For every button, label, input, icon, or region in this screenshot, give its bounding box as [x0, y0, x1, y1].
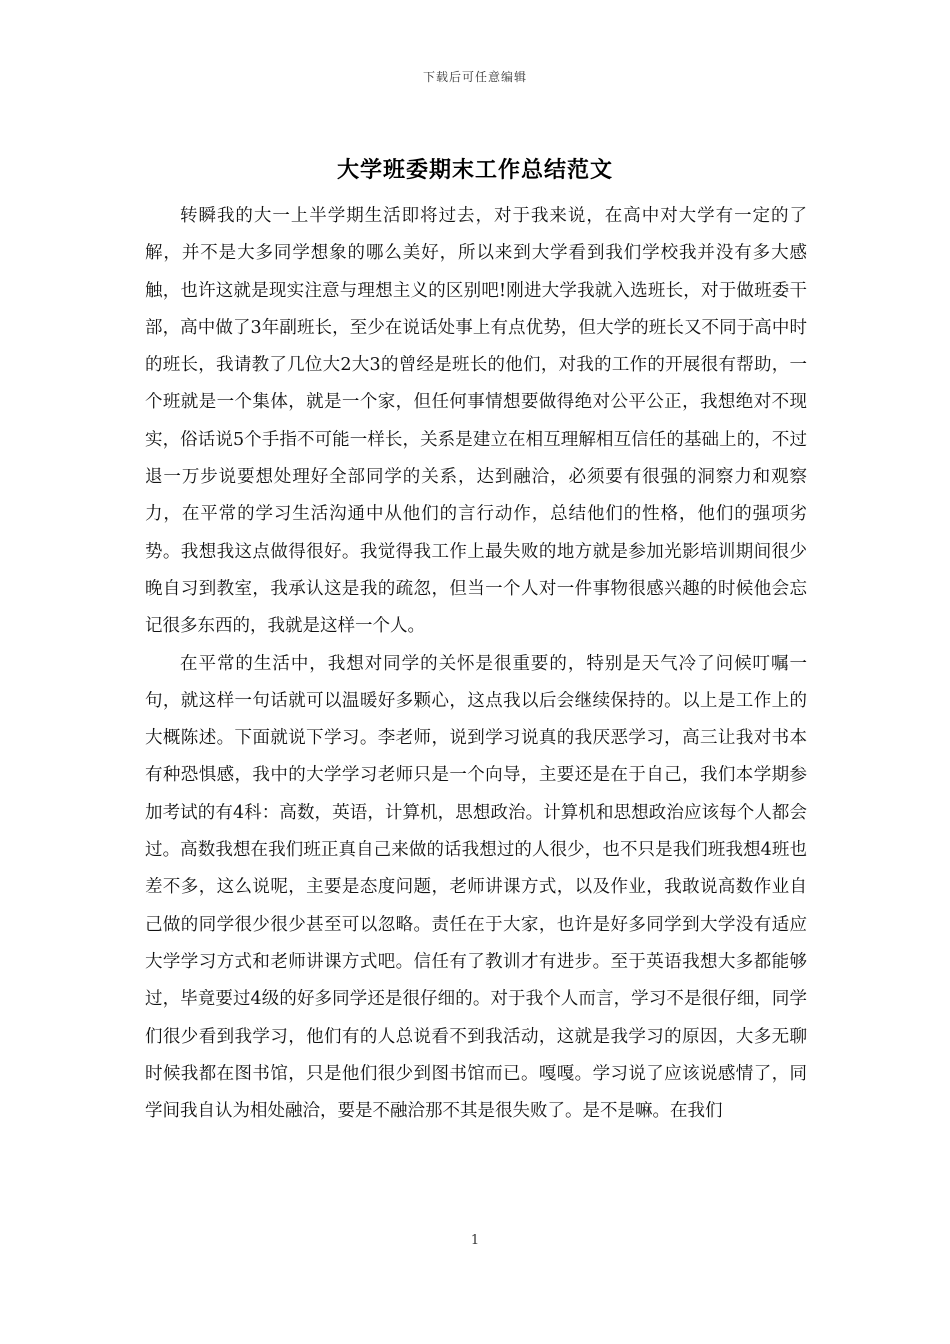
document-title: 大学班委期末工作总结范文 — [336, 157, 613, 183]
page-number: 1 — [470, 1233, 480, 1248]
header-note: 下载后可任意编辑 — [422, 70, 527, 84]
document-body — [145, 198, 807, 1130]
paragraph: 转瞬我的大一上半学期生活即将过去，对于我来说，在高中对大学有一定的了解，并不是大多同学想象的哪么美好，所以来到大学看到我们学校我并没有多大感触，也许这就是现实注意与理想主义的区别吧!刚进大学我就入选班长，对于做班委干部，高中做了3年副班长，至少在说话处事上有点优势，但大学的班长又不同于高中时的班长，我请教了几位大2大3的曾经是班长的他们，对我的工作的开展很有帮助，一个班就是一个集体，就是一个家，但任何事情想要做得绝对公平公正，我想绝对不现实，俗话说5个手指不可能一样长，关系是建立在相互理解相互信任的基础上的，不过退一万步说要想处理好全部同学的关系，达到融洽，必须要有很强的洞察力和观察力，在平常的学习生活沟通中从他们的言行动作，总结他们的性格，他们的强项劣势。我想我这点做得很好。我觉得我工作上最失败的地方就是参加光影培训期间很少晚自习到教室，我承认这是我的疏忽，但当一个人对一件事物很感兴趣的时候他会忘记很多东西的，我就是这样一个人。 — [145, 206, 807, 637]
paragraph: 在平常的生活中，我想对同学的关怀是很重要的，特别是天气冷了问候叮嘱一句，就这样一句话就可以温暖好多颗心，这点我以后会继续保持的。以上是工作上的大概陈述。下面就说下学习。李老师，说到学习说真的我厌恶学习，高三让我对书本有种恐惧感，我中的大学学习老师只是一个向导，主要还是在于自己，我们本学期参加考试的有4科：高数，英语，计算机，思想政治。计算机和思想政治应该每个人都会过。高数我想在我们班正真自己来做的话我想过的人很少，也不只是我们班我想4班也差不多，这么说呢，主要是态度问题，老师讲课方式，以及作业，我敢说高数作业自己做的同学很少很少甚至可以忽略。责任在于大家，也许是好多同学到大学没有适应大学学习方式和老师讲课方式吧。信任有了教训才有进步。至于英语我想大多都能够过，毕竟要过4级的好多同学还是很仔细的。对于我个人而言，学习不是很仔细，同学们很少看到我学习，他们有的人总说看不到我活动，这就是我学习的原因，大多无聊时候我都在图书馆，只是他们很少到图书馆而已。嘎嘎。学习说了应该说感情了，同学间我自认为相处融洽，要是不融洽那不其是很失败了。是不是嘛。在我们 — [145, 653, 807, 1122]
